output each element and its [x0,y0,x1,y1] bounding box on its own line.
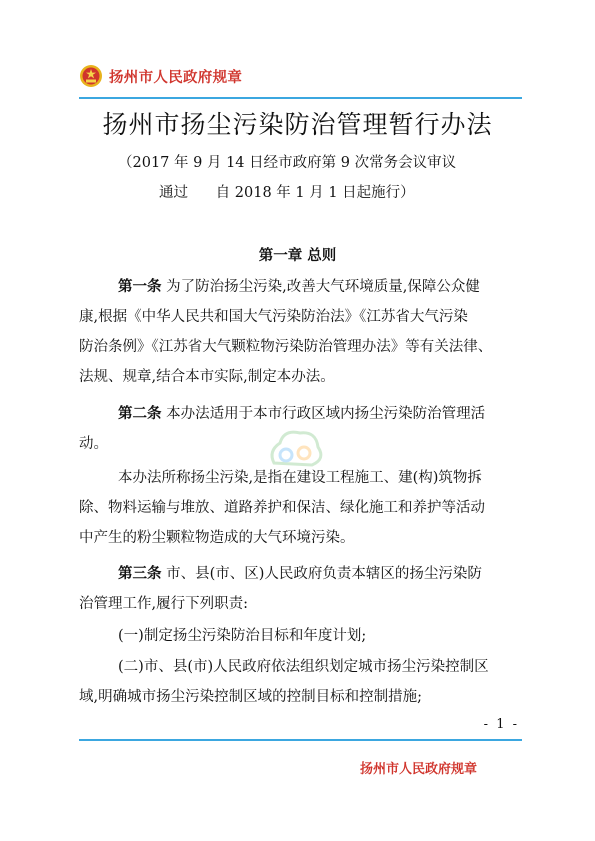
article-label: 第二条 [118,406,162,422]
national-emblem-icon [79,64,103,88]
body-line: 本办法所称扬尘污染,是指在建设工程施工、建(构)筑物拆 [118,470,482,486]
article-label: 第一条 [118,279,162,295]
header-rule [79,97,522,99]
header-brand-text: 扬州市人民政府规章 [109,69,243,86]
body-line: 防治条例》《江苏省大气颗粒物污染防治管理办法》等有关法律、 [79,339,493,355]
body-line: 动。 [79,436,108,452]
body-line: 第二条 本办法适用于本市行政区域内扬尘污染防治管理活 [118,406,486,422]
page-number: - 1 - [483,717,519,732]
body-line: 治管理工作,履行下列职责: [79,596,248,612]
body-line: 第一条 为了防治扬尘污染,改善大气环境质量,保障公众健 [118,279,480,295]
body-line: (一)制定扬尘污染防治目标和年度计划; [118,628,367,644]
body-line: 除、物料运输与堆放、道路养护和保洁、绿化施工和养护等活动 [79,500,485,516]
article-label: 第三条 [118,566,162,582]
body-line: 法规、规章,结合本市实际,制定本办法。 [79,369,335,385]
header-brand [79,63,242,89]
document-title: 扬州市扬尘污染防治管理暂行办法 [102,110,493,139]
body-line: 中产生的粉尘颗粒物造成的大气环境污染。 [79,530,355,546]
body-line: 域,明确城市扬尘污染控制区域的控制目标和控制措施; [79,689,422,705]
body-line: 第三条 市、县(市、区)人民政府负责本辖区的扬尘污染防 [118,566,482,582]
chapter-heading: 第一章 总则 [258,248,337,264]
cloud-watermark-icon [260,415,330,485]
body-line: 康,根据《中华人民共和国大气污染防治法》《江苏省大气污染 [79,309,468,325]
document-subtitle-line-2: 通过 自 2018 年 1 月 1 日起施行） [159,185,415,201]
document-subtitle-line-1: （2017 年 9 月 14 日经市政府第 9 次常务会议审议 [118,155,457,171]
footer-rule [79,739,522,741]
footer-brand: 扬州市人民政府规章 [359,762,477,777]
body-line: (二)市、县(市)人民政府依法组织划定城市扬尘污染控制区 [118,659,489,675]
